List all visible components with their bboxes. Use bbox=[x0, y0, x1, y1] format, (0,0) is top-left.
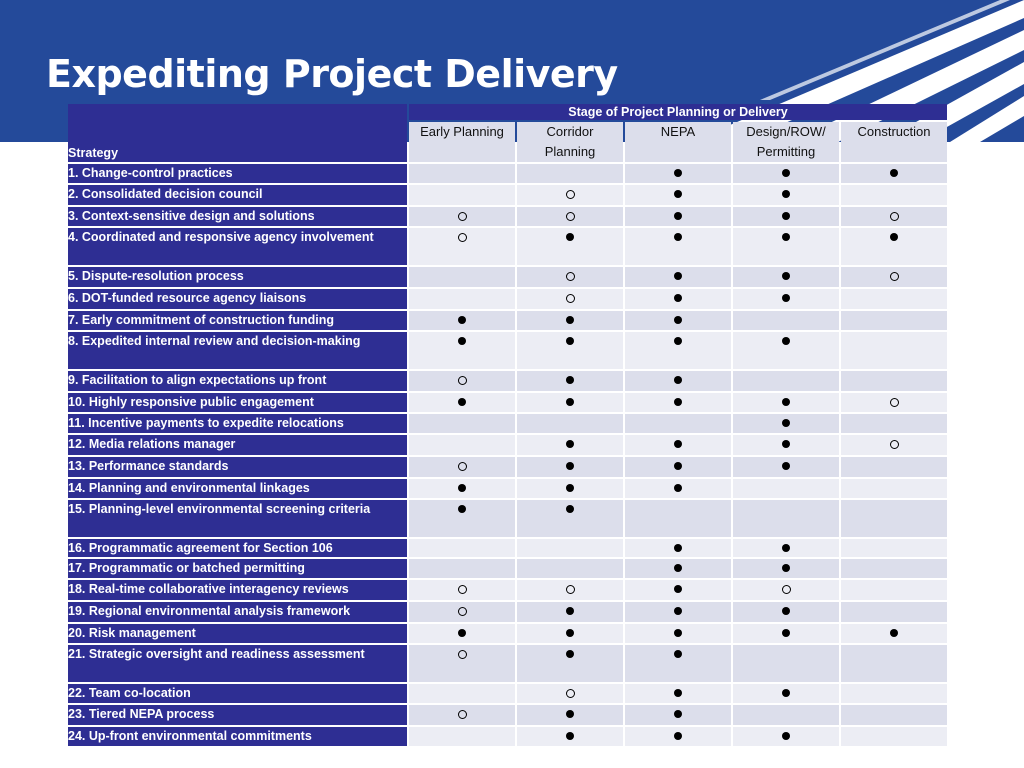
filled-circle-icon bbox=[458, 484, 466, 492]
stage-cell bbox=[733, 311, 839, 330]
stage-cell bbox=[409, 164, 515, 183]
strategy-label: 23. Tiered NEPA process bbox=[68, 705, 407, 725]
strategy-label: 15. Planning-level environmental screening criteria bbox=[68, 500, 407, 537]
stage-cell bbox=[733, 267, 839, 287]
strategy-table bbox=[66, 102, 949, 748]
table-row bbox=[68, 727, 947, 746]
stage-cell bbox=[625, 727, 731, 746]
filled-circle-icon bbox=[782, 212, 790, 220]
stage-cell bbox=[409, 624, 515, 643]
stage-cell bbox=[841, 602, 947, 622]
stage-cell bbox=[517, 645, 623, 682]
filled-circle-icon bbox=[674, 212, 682, 220]
stage-cell bbox=[841, 705, 947, 725]
open-circle-icon bbox=[566, 190, 575, 199]
filled-circle-icon bbox=[890, 233, 898, 241]
stage-cell bbox=[841, 289, 947, 309]
strategy-label: 12. Media relations manager bbox=[68, 435, 407, 455]
table-row bbox=[68, 207, 947, 227]
stage-cell bbox=[517, 479, 623, 498]
stage-cell bbox=[625, 457, 731, 477]
filled-circle-icon bbox=[566, 607, 574, 615]
stage-cell bbox=[517, 371, 623, 391]
filled-circle-icon bbox=[566, 462, 574, 470]
filled-circle-icon bbox=[566, 337, 574, 345]
stage-cell bbox=[625, 602, 731, 622]
stage-cell bbox=[625, 207, 731, 227]
stage-cell bbox=[841, 580, 947, 600]
stage-cell bbox=[733, 624, 839, 643]
stage-cell bbox=[409, 684, 515, 704]
table-row bbox=[68, 289, 947, 309]
stage-cell bbox=[409, 645, 515, 682]
open-circle-icon bbox=[890, 440, 899, 449]
stage-cell bbox=[517, 580, 623, 600]
stage-cell bbox=[841, 164, 947, 183]
filled-circle-icon bbox=[674, 607, 682, 615]
open-circle-icon bbox=[890, 272, 899, 281]
stage-cell bbox=[409, 289, 515, 309]
filled-circle-icon bbox=[674, 462, 682, 470]
open-circle-icon bbox=[458, 585, 467, 594]
table-row bbox=[68, 500, 947, 537]
filled-circle-icon bbox=[782, 294, 790, 302]
table-row bbox=[68, 435, 947, 455]
filled-circle-icon bbox=[674, 294, 682, 302]
filled-circle-icon bbox=[782, 689, 790, 697]
stage-cell bbox=[625, 624, 731, 643]
filled-circle-icon bbox=[674, 272, 682, 280]
stage-cell bbox=[517, 311, 623, 330]
stage-cell bbox=[841, 559, 947, 578]
stage-cell bbox=[625, 289, 731, 309]
stage-cell bbox=[841, 267, 947, 287]
filled-circle-icon bbox=[782, 398, 790, 406]
stage-cell bbox=[733, 705, 839, 725]
filled-circle-icon bbox=[458, 337, 466, 345]
strategy-label: 22. Team co-location bbox=[68, 684, 407, 704]
stage-cell bbox=[517, 435, 623, 455]
open-circle-icon bbox=[458, 607, 467, 616]
filled-circle-icon bbox=[458, 398, 466, 406]
stage-cell bbox=[409, 580, 515, 600]
stage-cell bbox=[733, 185, 839, 205]
filled-circle-icon bbox=[674, 190, 682, 198]
strategy-label: 19. Regional environmental analysis framework bbox=[68, 602, 407, 622]
table-row bbox=[68, 393, 947, 413]
stage-cell bbox=[625, 435, 731, 455]
stage-cell bbox=[517, 332, 623, 369]
table-row bbox=[68, 414, 947, 433]
stage-cell bbox=[841, 539, 947, 558]
table-row bbox=[68, 580, 947, 600]
stage-cell bbox=[517, 267, 623, 287]
open-circle-icon bbox=[458, 710, 467, 719]
filled-circle-icon bbox=[782, 607, 790, 615]
filled-circle-icon bbox=[782, 419, 790, 427]
filled-circle-icon bbox=[782, 337, 790, 345]
filled-circle-icon bbox=[782, 564, 790, 572]
stage-cell bbox=[517, 185, 623, 205]
stage-cell bbox=[841, 479, 947, 498]
stage-cell bbox=[517, 414, 623, 433]
filled-circle-icon bbox=[782, 233, 790, 241]
strategy-label: 6. DOT-funded resource agency liaisons bbox=[68, 289, 407, 309]
stage-cell bbox=[625, 185, 731, 205]
stage-cell bbox=[409, 559, 515, 578]
strategy-label: 18. Real-time collaborative interagency reviews bbox=[68, 580, 407, 600]
stage-cell bbox=[409, 207, 515, 227]
strategy-label: 14. Planning and environmental linkages bbox=[68, 479, 407, 498]
stage-cell bbox=[733, 479, 839, 498]
stage-cell bbox=[409, 332, 515, 369]
stage-cell bbox=[517, 705, 623, 725]
stage-cell bbox=[841, 311, 947, 330]
stage-cell bbox=[517, 228, 623, 265]
stage-cell bbox=[841, 435, 947, 455]
strategy-label: 5. Dispute-resolution process bbox=[68, 267, 407, 287]
strategy-label: 4. Coordinated and responsive agency involvement bbox=[68, 228, 407, 265]
table-row bbox=[68, 164, 947, 183]
filled-circle-icon bbox=[566, 440, 574, 448]
stage-cell bbox=[841, 727, 947, 746]
stage-cell bbox=[625, 500, 731, 537]
stage-cell bbox=[733, 393, 839, 413]
table-row bbox=[68, 267, 947, 287]
stage-cell bbox=[517, 727, 623, 746]
stage-cell bbox=[409, 705, 515, 725]
filled-circle-icon bbox=[890, 629, 898, 637]
filled-circle-icon bbox=[674, 484, 682, 492]
stage-cell bbox=[517, 559, 623, 578]
filled-circle-icon bbox=[674, 585, 682, 593]
page-title: Expediting Project Delivery bbox=[46, 52, 618, 96]
stage-cell bbox=[517, 289, 623, 309]
filled-circle-icon bbox=[566, 505, 574, 513]
table-row bbox=[68, 332, 947, 369]
stage-cell bbox=[409, 539, 515, 558]
stage-cell bbox=[733, 727, 839, 746]
strategy-label: 9. Facilitation to align expectations up front bbox=[68, 371, 407, 391]
stage-cell bbox=[733, 645, 839, 682]
stage-cell bbox=[733, 602, 839, 622]
column-header: Corridor Planning bbox=[517, 122, 623, 162]
filled-circle-icon bbox=[566, 650, 574, 658]
stage-cell bbox=[409, 371, 515, 391]
stage-cell bbox=[625, 645, 731, 682]
stage-cell bbox=[841, 414, 947, 433]
stage-cell bbox=[409, 479, 515, 498]
column-header: Construction bbox=[841, 122, 947, 162]
filled-circle-icon bbox=[782, 462, 790, 470]
open-circle-icon bbox=[458, 462, 467, 471]
strategy-label: 7. Early commitment of construction funding bbox=[68, 311, 407, 330]
strategy-header: Strategy bbox=[68, 104, 407, 162]
filled-circle-icon bbox=[566, 316, 574, 324]
stage-cell bbox=[409, 457, 515, 477]
stage-cell bbox=[625, 580, 731, 600]
filled-circle-icon bbox=[674, 689, 682, 697]
stage-cell bbox=[733, 332, 839, 369]
filled-circle-icon bbox=[674, 398, 682, 406]
stage-cell bbox=[841, 185, 947, 205]
filled-circle-icon bbox=[782, 169, 790, 177]
filled-circle-icon bbox=[674, 376, 682, 384]
strategy-label: 10. Highly responsive public engagement bbox=[68, 393, 407, 413]
filled-circle-icon bbox=[674, 440, 682, 448]
stage-cell bbox=[733, 559, 839, 578]
stage-cell bbox=[733, 289, 839, 309]
stage-cell bbox=[625, 311, 731, 330]
filled-circle-icon bbox=[458, 505, 466, 513]
stage-cell bbox=[841, 332, 947, 369]
strategy-label: 2. Consolidated decision council bbox=[68, 185, 407, 205]
column-header: Early Planning bbox=[409, 122, 515, 162]
stage-cell bbox=[517, 393, 623, 413]
filled-circle-icon bbox=[674, 233, 682, 241]
stage-cell bbox=[841, 684, 947, 704]
strategy-label: 20. Risk management bbox=[68, 624, 407, 643]
stage-cell bbox=[733, 371, 839, 391]
stage-cell bbox=[733, 164, 839, 183]
filled-circle-icon bbox=[458, 316, 466, 324]
stage-cell bbox=[733, 684, 839, 704]
filled-circle-icon bbox=[782, 272, 790, 280]
stage-cell bbox=[841, 228, 947, 265]
strategy-label: 1. Change-control practices bbox=[68, 164, 407, 183]
stage-cell bbox=[409, 267, 515, 287]
stage-cell bbox=[517, 207, 623, 227]
filled-circle-icon bbox=[674, 544, 682, 552]
stage-cell bbox=[733, 539, 839, 558]
filled-circle-icon bbox=[458, 629, 466, 637]
table-row bbox=[68, 457, 947, 477]
open-circle-icon bbox=[566, 689, 575, 698]
stage-cell bbox=[409, 311, 515, 330]
stage-cell bbox=[733, 414, 839, 433]
filled-circle-icon bbox=[566, 710, 574, 718]
open-circle-icon bbox=[890, 212, 899, 221]
stage-cell bbox=[841, 500, 947, 537]
table-row bbox=[68, 228, 947, 265]
open-circle-icon bbox=[782, 585, 791, 594]
strategy-label: 3. Context-sensitive design and solutions bbox=[68, 207, 407, 227]
stage-cell bbox=[625, 705, 731, 725]
stage-cell bbox=[409, 228, 515, 265]
stage-cell bbox=[409, 393, 515, 413]
filled-circle-icon bbox=[674, 564, 682, 572]
stage-cell bbox=[517, 457, 623, 477]
filled-circle-icon bbox=[566, 629, 574, 637]
table-row bbox=[68, 705, 947, 725]
open-circle-icon bbox=[566, 585, 575, 594]
filled-circle-icon bbox=[674, 316, 682, 324]
strategy-label: 11. Incentive payments to expedite relocations bbox=[68, 414, 407, 433]
open-circle-icon bbox=[458, 212, 467, 221]
filled-circle-icon bbox=[674, 650, 682, 658]
filled-circle-icon bbox=[566, 732, 574, 740]
stage-cell bbox=[517, 624, 623, 643]
stage-cell bbox=[733, 207, 839, 227]
table-row bbox=[68, 479, 947, 498]
stage-cell bbox=[517, 539, 623, 558]
filled-circle-icon bbox=[782, 190, 790, 198]
stage-cell bbox=[625, 267, 731, 287]
stage-cell bbox=[625, 332, 731, 369]
filled-circle-icon bbox=[674, 732, 682, 740]
stage-cell bbox=[733, 580, 839, 600]
stage-cell bbox=[409, 435, 515, 455]
strategy-label: 24. Up-front environmental commitments bbox=[68, 727, 407, 746]
filled-circle-icon bbox=[674, 629, 682, 637]
stage-cell bbox=[517, 500, 623, 537]
filled-circle-icon bbox=[566, 398, 574, 406]
filled-circle-icon bbox=[566, 376, 574, 384]
strategy-label: 21. Strategic oversight and readiness assessment bbox=[68, 645, 407, 682]
filled-circle-icon bbox=[890, 169, 898, 177]
stage-cell bbox=[625, 539, 731, 558]
strategy-label: 13. Performance standards bbox=[68, 457, 407, 477]
stage-cell bbox=[409, 414, 515, 433]
filled-circle-icon bbox=[782, 440, 790, 448]
stage-cell bbox=[841, 645, 947, 682]
stage-cell bbox=[517, 164, 623, 183]
stage-cell bbox=[625, 371, 731, 391]
table-row bbox=[68, 624, 947, 643]
stage-cell bbox=[625, 414, 731, 433]
open-circle-icon bbox=[458, 650, 467, 659]
filled-circle-icon bbox=[566, 233, 574, 241]
stage-cell bbox=[625, 559, 731, 578]
stage-cell bbox=[733, 435, 839, 455]
stage-cell bbox=[733, 457, 839, 477]
stage-cell bbox=[517, 602, 623, 622]
stage-cell bbox=[625, 228, 731, 265]
stage-cell bbox=[409, 602, 515, 622]
stage-cell bbox=[841, 393, 947, 413]
stage-cell bbox=[733, 228, 839, 265]
strategy-label: 17. Programmatic or batched permitting bbox=[68, 559, 407, 578]
strategy-label: 8. Expedited internal review and decision-making bbox=[68, 332, 407, 369]
open-circle-icon bbox=[458, 376, 467, 385]
stage-cell bbox=[841, 624, 947, 643]
strategy-label: 16. Programmatic agreement for Section 106 bbox=[68, 539, 407, 558]
stage-cell bbox=[409, 185, 515, 205]
open-circle-icon bbox=[890, 398, 899, 407]
table-row bbox=[68, 311, 947, 330]
filled-circle-icon bbox=[782, 732, 790, 740]
table-row bbox=[68, 539, 947, 558]
table-row bbox=[68, 559, 947, 578]
stage-cell bbox=[625, 479, 731, 498]
stage-cell bbox=[733, 500, 839, 537]
stage-header: Stage of Project Planning or Delivery bbox=[409, 104, 947, 120]
filled-circle-icon bbox=[782, 629, 790, 637]
table-row bbox=[68, 371, 947, 391]
filled-circle-icon bbox=[674, 710, 682, 718]
table-row bbox=[68, 602, 947, 622]
filled-circle-icon bbox=[674, 337, 682, 345]
filled-circle-icon bbox=[674, 169, 682, 177]
stage-cell bbox=[625, 164, 731, 183]
column-header: NEPA bbox=[625, 122, 731, 162]
open-circle-icon bbox=[458, 233, 467, 242]
table-row bbox=[68, 684, 947, 704]
table-row bbox=[68, 645, 947, 682]
stage-cell bbox=[409, 727, 515, 746]
table-row bbox=[68, 185, 947, 205]
stage-cell bbox=[517, 684, 623, 704]
filled-circle-icon bbox=[782, 544, 790, 552]
open-circle-icon bbox=[566, 212, 575, 221]
stage-cell bbox=[625, 393, 731, 413]
stage-cell bbox=[841, 371, 947, 391]
column-header: Design/ROW/ Permitting bbox=[733, 122, 839, 162]
stage-cell bbox=[841, 457, 947, 477]
stage-cell bbox=[409, 500, 515, 537]
open-circle-icon bbox=[566, 294, 575, 303]
filled-circle-icon bbox=[566, 484, 574, 492]
stage-cell bbox=[625, 684, 731, 704]
open-circle-icon bbox=[566, 272, 575, 281]
stage-cell bbox=[841, 207, 947, 227]
